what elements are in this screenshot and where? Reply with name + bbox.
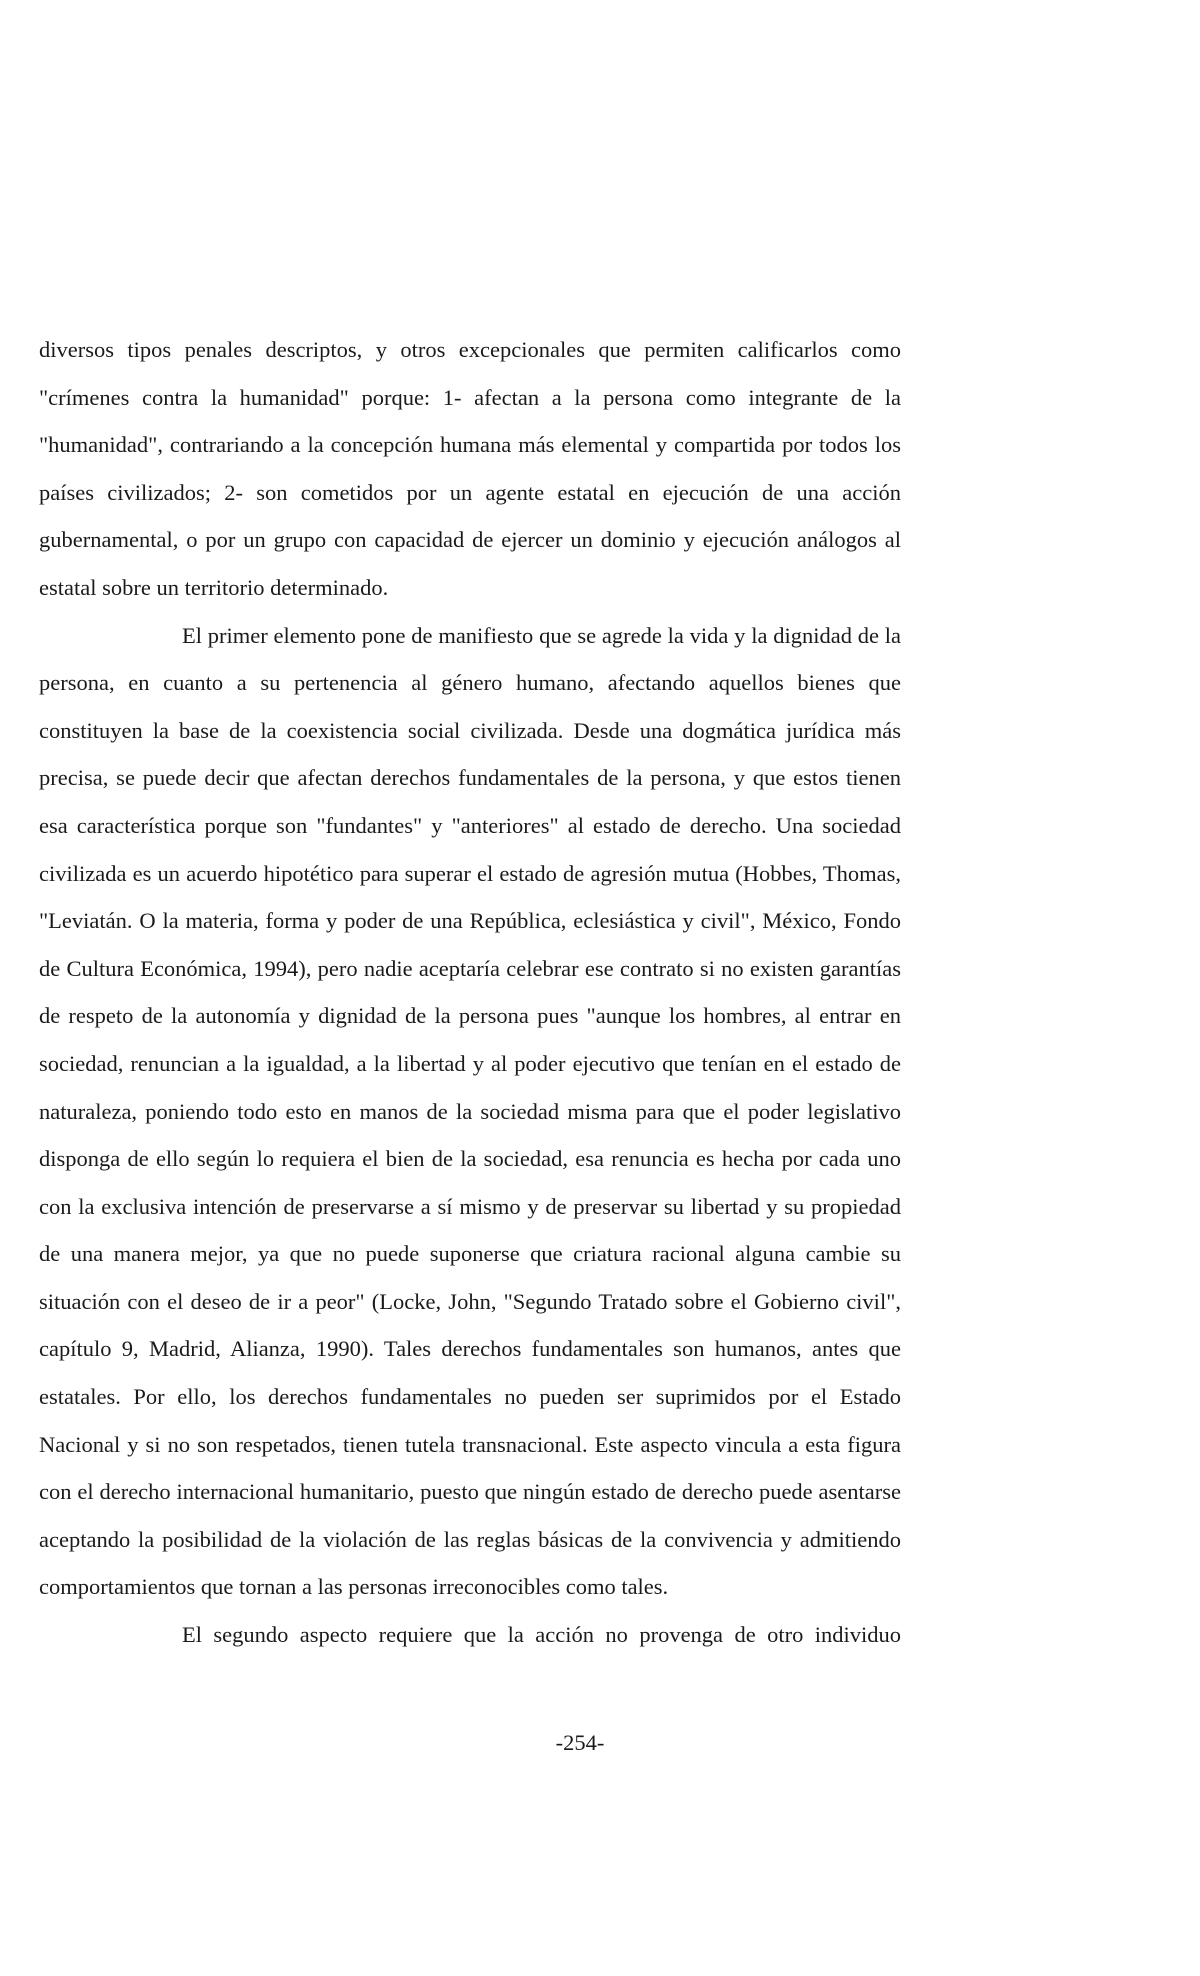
page-number-container [0,1728,1200,1758]
paragraph-3: El segundo aspecto requiere que la acción no provenga de otro individuo [182,1622,901,1648]
page-number: -254- [555,1730,605,1755]
body-text [39,326,901,1659]
paragraph-2: El primer elemento pone de manifiesto que se agrede la vida y la dignidad de la persona, en cuanto a su pertenencia al género humano, afectando aquellos bienes que constituyen la base de la coexistencia social civilizada. Desde una dogmática jurídica más precisa, se puede decir que afectan derechos fundamentales de la persona, y que estos tienen esa característica porque son "fundantes" y "anteriores" al estado de derecho. Una sociedad civilizada es un acuerdo hipotético para superar el estado de agresión mutua (Hobbes, Thomas, "Leviatán. O la materia, forma y poder de una República, eclesiástica y civil", México, Fondo de Cultura Económica, 1994), pero nadie aceptaría celebrar ese contrato si no existen garantías de respeto de la autonomía y dignidad de la persona pues "aunque los hombres, al entrar en sociedad, renuncian a la igualdad, a la libertad y al poder ejecutivo que tenían en el estado de naturaleza, poniendo todo esto en manos de la sociedad misma para que el poder legislativo disponga de ello según lo requiera el bien de la sociedad, esa renuncia es hecha por cada uno con la exclusiva intención de preservarse a sí mismo y de preservar su libertad y su propiedad de una manera mejor, ya que no puede suponerse que criatura racional alguna cambie su situación con el deseo de ir a peor" (Locke, John, "Segundo Tratado sobre el Gobierno civil", capítulo 9, Madrid, Alianza, 1990). Tales derechos fundamentales son humanos, antes que estatales. Por ello, los derechos fundamentales no pueden ser suprimidos por el Estado Nacional y si no son respetados, tienen tutela transnacional. Este aspecto vincula a esta figura con el derecho internacional humanitario, puesto que ningún estado de derecho puede asentarse aceptando la posibilidad de la violación de las reglas básicas de la convivencia y admitiendo comportamientos que tornan a las personas irreconocibles como tales. [39,622,901,1600]
paragraph-1: diversos tipos penales descriptos, y otros excepcionales que permiten calificarlos como "crímenes contra la humanidad" porque: 1- afectan a la persona como integrante de la "humanidad", contrariando a la concepción humana más elemental y compartida por todos los países civilizados; 2- son cometidos por un agente estatal en ejecución de una acción gubernamental, o por un grupo con capacidad de ejercer un dominio y ejecución análogos al estatal sobre un territorio determinado. [39,337,901,600]
